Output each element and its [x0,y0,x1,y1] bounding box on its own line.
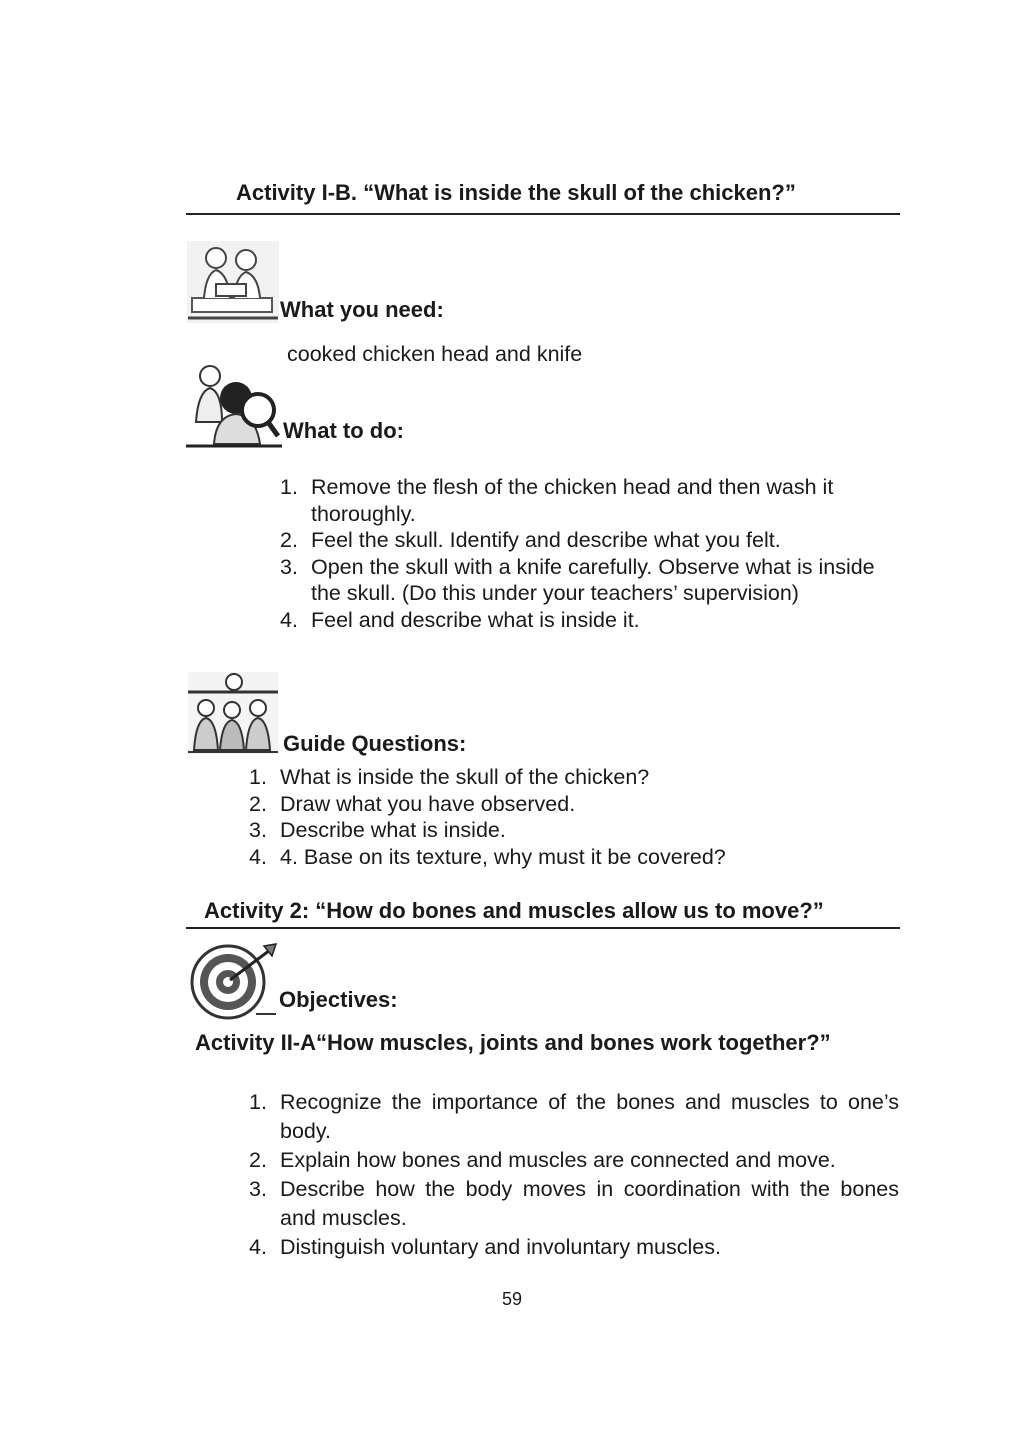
list-text: What is inside the skull of the chicken? [280,765,650,789]
magnifying-glass-kids-icon [186,362,282,450]
guide-heading: Guide Questions: [283,731,467,756]
list-item [249,791,889,818]
list-item [280,554,879,607]
list-item [280,474,910,527]
list-number: 2. [249,1148,267,1172]
activity-2a-subtitle: Activity II-A“How muscles, joints and bones work together?” [195,1030,831,1055]
list-number: 1. [249,1090,267,1114]
list-number: 2. [249,791,267,816]
todo-heading: What to do: [283,418,404,443]
list-number: 3. [249,818,267,842]
objectives-list [249,1088,899,1262]
children-reading-icon [186,240,280,324]
list-number: 3. [249,1177,267,1201]
list-text: 4. Base on its texture, why must it be covered? [280,844,726,869]
list-text: Describe how the body moves in coordination with the bones and muscles. [280,1177,899,1230]
list-number: 1. [280,475,298,499]
need-heading: What you need: [280,297,444,322]
steps-list [280,474,910,633]
list-number: 3. [280,554,298,579]
list-item [249,1175,899,1233]
list-text: Distinguish voluntary and involuntary muscles. [280,1235,721,1259]
page-number: 59 [501,1289,523,1309]
list-number: 2. [280,528,298,552]
list-text: Feel the skull. Identify and describe what you felt. [311,528,781,552]
activity-2-title: Activity 2: “How do bones and muscles allow us to move?” [204,898,824,923]
list-number: 4. [249,1235,267,1259]
list-text: Feel and describe what is inside it. [311,607,640,632]
need-text: cooked chicken head and knife [287,342,583,366]
list-number: 4. [249,844,267,869]
list-item [249,844,889,871]
activity-1b-title: Activity I-B. “What is inside the skull of the chicken?” [236,180,796,205]
list-item [280,607,910,634]
list-number: 1. [249,765,267,789]
list-item [249,764,889,791]
title-rule [186,213,900,215]
list-text: Draw what you have observed. [280,791,576,816]
list-item [249,1233,899,1262]
list-number: 4. [280,607,298,632]
list-text: Open the skull with a knife carefully. Observe what is inside the skull. (Do this under your teachers’ supervision) [311,554,875,605]
list-item [249,1088,899,1146]
list-text: Recognize the importance of the bones and muscles to one’s body. [280,1090,899,1143]
objectives-heading: Objectives: [279,987,398,1012]
questions-list [249,764,889,870]
target-dart-icon [186,940,278,1020]
list-item [249,1146,899,1175]
list-item [249,817,889,844]
list-text: Describe what is inside. [280,818,506,842]
list-text: Explain how bones and muscles are connected and move. [280,1148,836,1172]
group-of-kids-icon [186,670,280,756]
list-item [280,527,910,554]
list-text: Remove the flesh of the chicken head and then wash it thoroughly. [311,475,834,526]
title-rule [186,927,900,929]
